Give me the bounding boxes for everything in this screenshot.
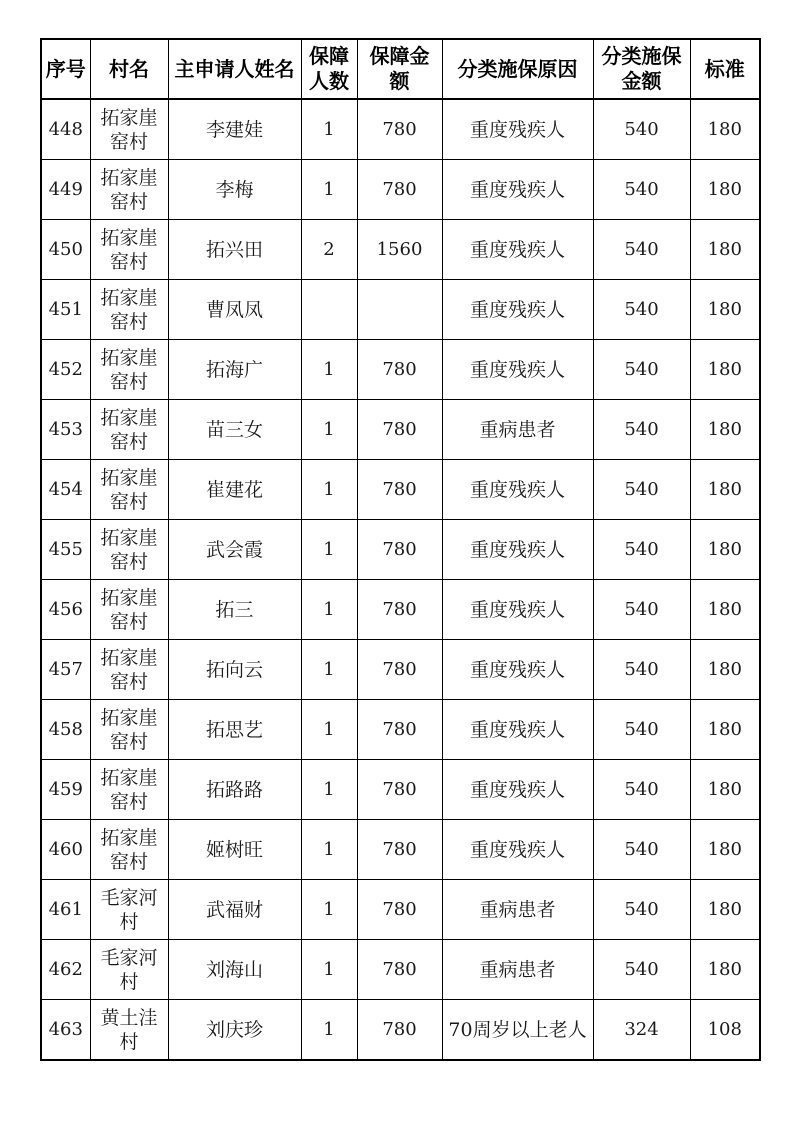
cell-amount: 780 (357, 99, 442, 160)
cell-persons (301, 280, 357, 340)
cell-seq: 460 (41, 820, 90, 880)
cell-standard: 180 (690, 160, 760, 220)
cell-class-amount: 540 (593, 160, 690, 220)
cell-seq: 459 (41, 760, 90, 820)
cell-applicant: 苗三女 (168, 400, 301, 460)
cell-standard: 180 (690, 220, 760, 280)
cell-seq: 456 (41, 580, 90, 640)
cell-standard: 180 (690, 760, 760, 820)
cell-persons: 1 (301, 820, 357, 880)
cell-amount: 780 (357, 820, 442, 880)
cell-class-amount: 540 (593, 400, 690, 460)
table-row (41, 220, 760, 280)
cell-amount: 780 (357, 640, 442, 700)
cell-class-amount: 540 (593, 760, 690, 820)
cell-seq: 453 (41, 400, 90, 460)
cell-persons: 2 (301, 220, 357, 280)
cell-persons: 1 (301, 400, 357, 460)
cell-class-amount: 540 (593, 880, 690, 940)
cell-applicant: 刘海山 (168, 940, 301, 1000)
cell-persons: 1 (301, 700, 357, 760)
cell-seq: 454 (41, 460, 90, 520)
cell-amount: 780 (357, 700, 442, 760)
cell-amount: 780 (357, 580, 442, 640)
table-row (41, 520, 760, 580)
cell-persons: 1 (301, 760, 357, 820)
cell-seq: 450 (41, 220, 90, 280)
cell-village: 黄土洼村 (90, 1000, 168, 1061)
cell-standard: 180 (690, 340, 760, 400)
cell-village: 拓家崖窑村 (90, 160, 168, 220)
cell-reason: 重度残疾人 (442, 760, 593, 820)
cell-applicant: 李建娃 (168, 99, 301, 160)
table-row (41, 880, 760, 940)
cell-reason: 重度残疾人 (442, 160, 593, 220)
cell-amount: 780 (357, 880, 442, 940)
cell-standard: 180 (690, 880, 760, 940)
cell-village: 毛家河村 (90, 880, 168, 940)
cell-persons: 1 (301, 880, 357, 940)
cell-reason: 重度残疾人 (442, 340, 593, 400)
cell-persons: 1 (301, 520, 357, 580)
cell-reason: 重度残疾人 (442, 460, 593, 520)
cell-village: 拓家崖窑村 (90, 520, 168, 580)
cell-applicant: 李梅 (168, 160, 301, 220)
cell-class-amount: 540 (593, 280, 690, 340)
cell-village: 拓家崖窑村 (90, 340, 168, 400)
cell-standard: 180 (690, 99, 760, 160)
cell-applicant: 刘庆珍 (168, 1000, 301, 1061)
cell-reason: 重病患者 (442, 940, 593, 1000)
cell-class-amount: 540 (593, 640, 690, 700)
cell-class-amount: 540 (593, 340, 690, 400)
cell-standard: 180 (690, 280, 760, 340)
cell-applicant: 武福财 (168, 880, 301, 940)
cell-amount: 780 (357, 520, 442, 580)
cell-applicant: 拓向云 (168, 640, 301, 700)
cell-village: 拓家崖窑村 (90, 280, 168, 340)
cell-applicant: 拓路路 (168, 760, 301, 820)
cell-village: 毛家河村 (90, 940, 168, 1000)
cell-persons: 1 (301, 1000, 357, 1061)
cell-amount: 780 (357, 400, 442, 460)
cell-persons: 1 (301, 160, 357, 220)
cell-class-amount: 540 (593, 940, 690, 1000)
cell-seq: 452 (41, 340, 90, 400)
table-row (41, 820, 760, 880)
cell-class-amount: 540 (593, 460, 690, 520)
roster-body (41, 99, 760, 1060)
cell-village: 拓家崖窑村 (90, 580, 168, 640)
cell-applicant: 崔建花 (168, 460, 301, 520)
table-row (41, 160, 760, 220)
cell-village: 拓家崖窑村 (90, 99, 168, 160)
cell-seq: 461 (41, 880, 90, 940)
cell-reason: 70周岁以上老人 (442, 1000, 593, 1061)
cell-amount: 780 (357, 1000, 442, 1061)
cell-standard: 180 (690, 820, 760, 880)
table-row (41, 460, 760, 520)
cell-reason: 重度残疾人 (442, 520, 593, 580)
cell-reason: 重度残疾人 (442, 220, 593, 280)
header-standard: 标准 (690, 39, 760, 99)
cell-village: 拓家崖窑村 (90, 460, 168, 520)
header-persons: 保障人数 (301, 39, 357, 99)
cell-reason: 重病患者 (442, 880, 593, 940)
cell-applicant: 拓海广 (168, 340, 301, 400)
table-row (41, 340, 760, 400)
cell-reason: 重度残疾人 (442, 280, 593, 340)
table-row (41, 940, 760, 1000)
header-row (41, 39, 760, 99)
cell-reason: 重度残疾人 (442, 99, 593, 160)
cell-village: 拓家崖窑村 (90, 640, 168, 700)
cell-seq: 462 (41, 940, 90, 1000)
cell-seq: 458 (41, 700, 90, 760)
table-row (41, 700, 760, 760)
cell-standard: 180 (690, 640, 760, 700)
cell-class-amount: 540 (593, 820, 690, 880)
cell-applicant: 曹凤凤 (168, 280, 301, 340)
header-class-amount: 分类施保金额 (593, 39, 690, 99)
cell-seq: 457 (41, 640, 90, 700)
cell-amount: 780 (357, 460, 442, 520)
cell-class-amount: 540 (593, 700, 690, 760)
table-row (41, 640, 760, 700)
cell-standard: 180 (690, 700, 760, 760)
assistance-roster-table (40, 38, 761, 1061)
cell-seq: 463 (41, 1000, 90, 1061)
cell-amount: 1560 (357, 220, 442, 280)
header-reason: 分类施保原因 (442, 39, 593, 99)
header-amount: 保障金额 (357, 39, 442, 99)
cell-reason: 重病患者 (442, 400, 593, 460)
table-row (41, 580, 760, 640)
cell-standard: 180 (690, 580, 760, 640)
cell-seq: 449 (41, 160, 90, 220)
cell-village: 拓家崖窑村 (90, 700, 168, 760)
cell-persons: 1 (301, 340, 357, 400)
cell-standard: 180 (690, 460, 760, 520)
cell-persons: 1 (301, 640, 357, 700)
cell-class-amount: 540 (593, 220, 690, 280)
cell-applicant: 拓思艺 (168, 700, 301, 760)
cell-village: 拓家崖窑村 (90, 820, 168, 880)
cell-amount: 780 (357, 940, 442, 1000)
cell-standard: 108 (690, 1000, 760, 1061)
cell-class-amount: 540 (593, 520, 690, 580)
table-row (41, 1000, 760, 1061)
cell-seq: 455 (41, 520, 90, 580)
cell-seq: 448 (41, 99, 90, 160)
cell-reason: 重度残疾人 (442, 640, 593, 700)
cell-applicant: 武会霞 (168, 520, 301, 580)
cell-village: 拓家崖窑村 (90, 400, 168, 460)
cell-reason: 重度残疾人 (442, 700, 593, 760)
table-row (41, 99, 760, 160)
cell-reason: 重度残疾人 (442, 580, 593, 640)
cell-persons: 1 (301, 580, 357, 640)
cell-persons: 1 (301, 940, 357, 1000)
cell-amount: 780 (357, 340, 442, 400)
cell-persons: 1 (301, 460, 357, 520)
cell-reason: 重度残疾人 (442, 820, 593, 880)
table-row (41, 760, 760, 820)
table-row (41, 400, 760, 460)
cell-standard: 180 (690, 520, 760, 580)
header-seq: 序号 (41, 39, 90, 99)
cell-amount: 780 (357, 760, 442, 820)
cell-applicant: 拓兴田 (168, 220, 301, 280)
cell-village: 拓家崖窑村 (90, 760, 168, 820)
cell-applicant: 拓三 (168, 580, 301, 640)
header-village: 村名 (90, 39, 168, 99)
cell-applicant: 姬树旺 (168, 820, 301, 880)
cell-village: 拓家崖窑村 (90, 220, 168, 280)
cell-amount (357, 280, 442, 340)
cell-class-amount: 324 (593, 1000, 690, 1061)
cell-standard: 180 (690, 940, 760, 1000)
cell-class-amount: 540 (593, 99, 690, 160)
table-row (41, 280, 760, 340)
cell-persons: 1 (301, 99, 357, 160)
cell-class-amount: 540 (593, 580, 690, 640)
cell-standard: 180 (690, 400, 760, 460)
header-applicant: 主申请人姓名 (168, 39, 301, 99)
cell-amount: 780 (357, 160, 442, 220)
cell-seq: 451 (41, 280, 90, 340)
